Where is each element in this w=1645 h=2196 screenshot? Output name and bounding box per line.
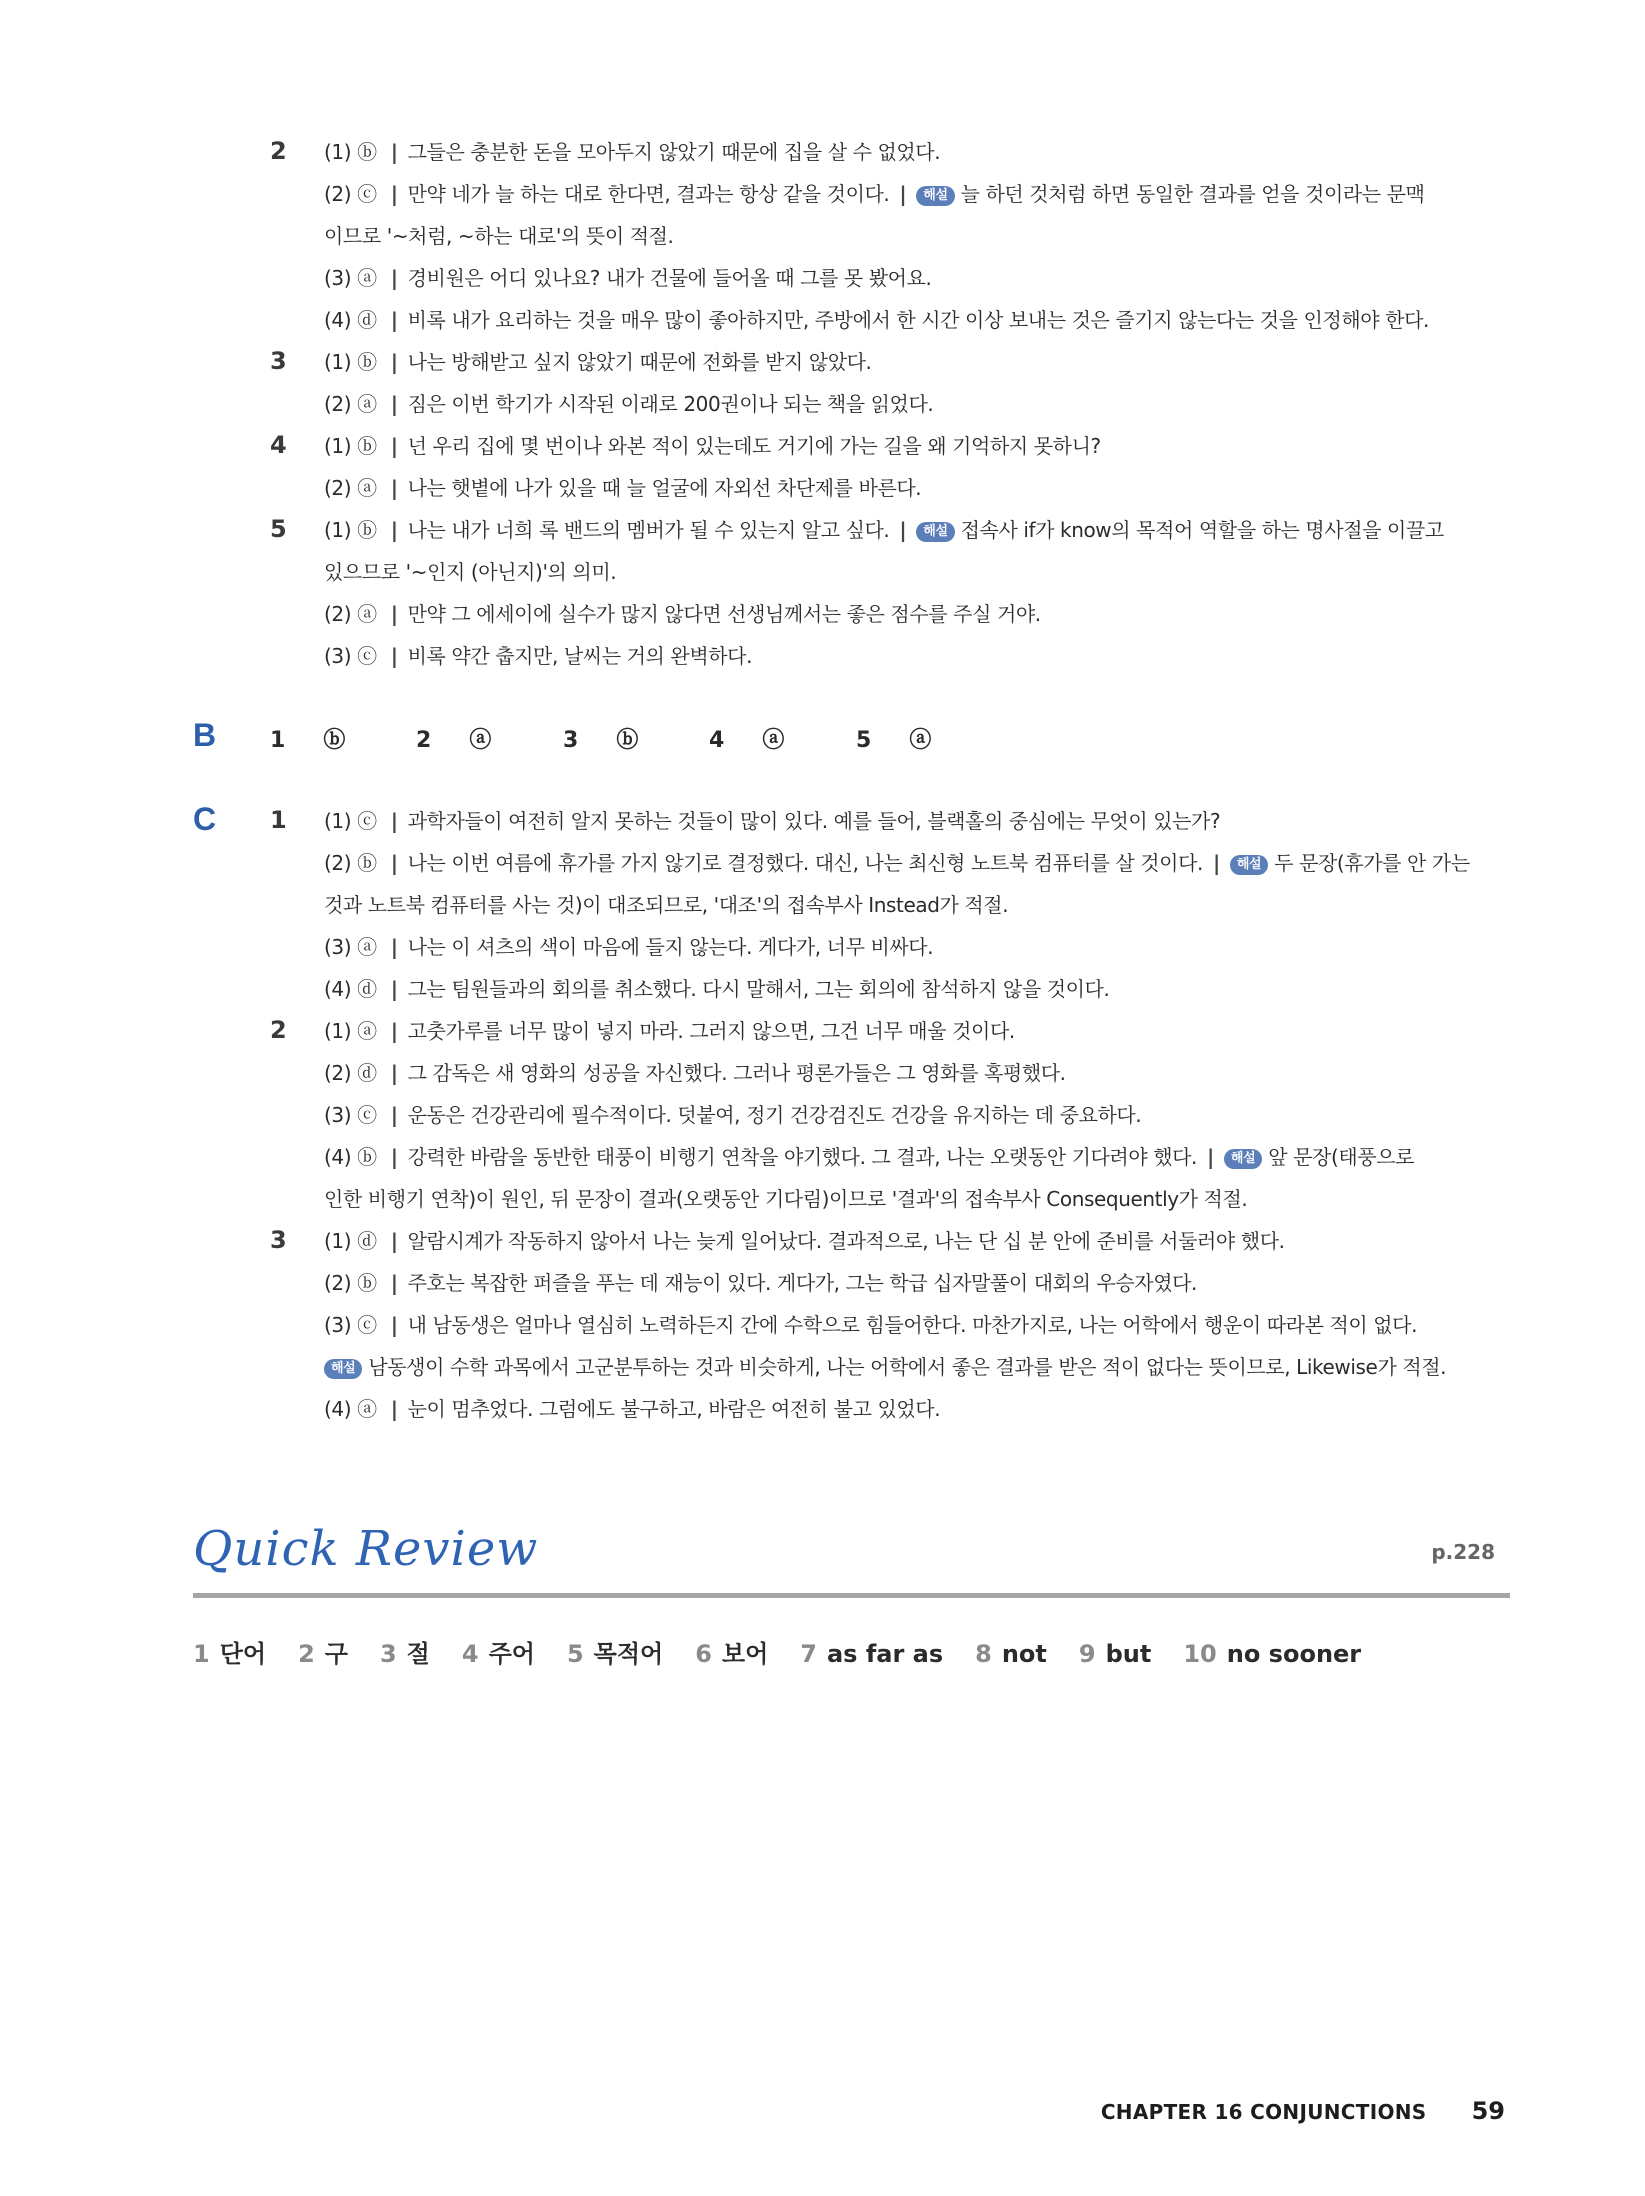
explanation-text: 남동생이 수학 과목에서 고군분투하는 것과 비슷하게, 나는 어학에서 좋은 결과를 받은 적이 없다는 뜻이므로, Likewise가 적절. xyxy=(368,1355,1447,1379)
answer-line xyxy=(324,1101,1514,1129)
answer-line xyxy=(324,138,1514,166)
answer-line xyxy=(324,1017,1514,1045)
explanation-continued: 인한 비행기 연착)이 원인, 뒤 문장이 결과(오랫동안 기다림)이므로 '결과'의 접속부사 Consequently가 적절. xyxy=(324,1187,1248,1211)
separator: | xyxy=(390,935,398,959)
quick-review-item xyxy=(567,1640,663,1668)
translation-text: 경비원은 어디 있나요? 내가 건물에 들어올 때 그를 못 봤어요. xyxy=(407,266,932,290)
answer-line xyxy=(324,1059,1514,1087)
separator: | xyxy=(390,266,398,290)
quick-review-number: 5 xyxy=(566,1640,584,1668)
answer-label: (4) ⓓ xyxy=(324,308,377,332)
quick-review-item xyxy=(462,1640,535,1668)
translation-text: 나는 햇볕에 나가 있을 때 늘 얼굴에 자외선 차단제를 바른다. xyxy=(407,476,922,500)
quick-review-answer: 구 xyxy=(324,1640,348,1668)
translation-text: 만약 그 에세이에 실수가 많지 않다면 선생님께서는 좋은 점수를 주실 거야. xyxy=(407,602,1041,626)
section-b-answer xyxy=(856,723,931,754)
separator: | xyxy=(390,518,398,542)
separator: | xyxy=(390,1145,398,1169)
answer-label: (4) ⓐ xyxy=(324,1397,377,1421)
separator: | xyxy=(390,140,398,164)
quick-review-number: 4 xyxy=(461,1640,479,1668)
translation-text: 나는 이 셔츠의 색이 마음에 들지 않는다. 게다가, 너무 비싸다. xyxy=(407,935,934,959)
answer-line xyxy=(324,1269,1514,1297)
quick-review-item xyxy=(1183,1640,1361,1668)
separator: | xyxy=(390,1103,398,1127)
question-number: 3 xyxy=(270,347,287,375)
translation-text: 주호는 복잡한 퍼즐을 푸는 데 재능이 있다. 게다가, 그는 학급 십자말풀이 대회의 우승자였다. xyxy=(407,1271,1198,1295)
separator: | xyxy=(390,1019,398,1043)
explanation-text: 두 문장(휴가를 안 가는 xyxy=(1274,851,1470,875)
answer-label: (2) ⓐ xyxy=(324,476,377,500)
answer-line xyxy=(324,390,1514,418)
translation-text: 비록 내가 요리하는 것을 매우 많이 좋아하지만, 주방에서 한 시간 이상 보내는 것은 즐기지 않는다는 것을 인정해야 한다. xyxy=(407,308,1429,332)
translation-text: 과학자들이 여전히 알지 못하는 것들이 많이 있다. 예를 들어, 블랙홀의 중심에는 무엇이 있는가? xyxy=(407,809,1221,833)
answer-line xyxy=(324,1311,1514,1339)
quick-review-number: 8 xyxy=(975,1640,992,1668)
answer-line xyxy=(324,348,1514,376)
separator: | xyxy=(390,1397,398,1421)
section-b-choice: ⓐ xyxy=(469,728,492,753)
answer-line xyxy=(324,180,1514,208)
answer-label: (1) ⓑ xyxy=(324,140,377,164)
answer-label: (3) ⓒ xyxy=(324,1103,377,1127)
explanation-badge: 해설 xyxy=(1224,1149,1262,1169)
separator: | xyxy=(390,1271,398,1295)
separator: | xyxy=(390,182,398,206)
section-b-answer xyxy=(709,723,784,754)
separator: | xyxy=(390,476,398,500)
section-b-number: 5 xyxy=(856,728,872,753)
separator: | xyxy=(390,392,398,416)
quick-review-answer: not xyxy=(1001,1640,1047,1668)
answer-line xyxy=(324,1227,1514,1255)
quick-review-answer: no sooner xyxy=(1226,1640,1362,1668)
translation-text: 나는 방해받고 싶지 않았기 때문에 전화를 받지 않았다. xyxy=(407,350,872,374)
separator: | xyxy=(390,602,398,626)
answer-label: (2) ⓐ xyxy=(324,392,377,416)
section-b-answer xyxy=(270,723,345,754)
separator: | xyxy=(390,644,398,668)
answer-line xyxy=(324,1143,1514,1171)
translation-text: 운동은 건강관리에 필수적이다. 덧붙여, 정기 건강검진도 건강을 유지하는 데 중요하다. xyxy=(407,1103,1142,1127)
separator: | xyxy=(390,350,398,374)
answer-label: (3) ⓐ xyxy=(324,935,377,959)
separator: | xyxy=(1212,851,1220,875)
question-number: 2 xyxy=(270,1016,287,1044)
quick-review-number: 2 xyxy=(298,1640,315,1668)
answer-label: (4) ⓑ xyxy=(324,1145,377,1169)
answer-line xyxy=(324,516,1514,544)
answer-label: (1) ⓒ xyxy=(324,809,377,833)
section-b-number: 1 xyxy=(270,728,286,753)
explanation-badge: 해설 xyxy=(324,1359,362,1379)
answer-line xyxy=(324,933,1514,961)
explanation-badge: 해설 xyxy=(916,186,954,206)
separator: | xyxy=(390,1229,398,1253)
explanation-text: 앞 문장(태풍으로 xyxy=(1268,1145,1415,1169)
answer-label: (2) ⓓ xyxy=(324,1061,377,1085)
quick-review-answer: as far as xyxy=(826,1640,944,1668)
translation-text: 그들은 충분한 돈을 모아두지 않았기 때문에 집을 살 수 없었다. xyxy=(407,140,941,164)
answer-line xyxy=(324,1395,1514,1423)
answer-line xyxy=(324,306,1514,334)
answer-label: (1) ⓑ xyxy=(324,434,377,458)
quick-review-number: 9 xyxy=(1078,1640,1096,1668)
separator: | xyxy=(899,182,907,206)
answer-line xyxy=(324,432,1514,460)
translation-text: 내 남동생은 얼마나 열심히 노력하든지 간에 수학으로 힘들어한다. 마찬가지로, 나는 어학에서 행운이 따라본 적이 없다. xyxy=(407,1313,1418,1337)
answer-line xyxy=(324,600,1514,628)
separator: | xyxy=(390,809,398,833)
answer-line xyxy=(324,642,1514,670)
translation-text: 비록 약간 춥지만, 날씨는 거의 완벽하다. xyxy=(407,644,753,668)
translation-text: 짐은 이번 학기가 시작된 이래로 200권이나 되는 책을 읽었다. xyxy=(407,392,934,416)
section-b-choice: ⓐ xyxy=(762,728,785,753)
separator: | xyxy=(390,434,398,458)
answer-line xyxy=(324,849,1514,877)
answer-label: (2) ⓑ xyxy=(324,1271,377,1295)
quick-review-number: 6 xyxy=(695,1640,712,1668)
answer-label: (2) ⓑ xyxy=(324,851,377,875)
separator: | xyxy=(390,1061,398,1085)
page-number: 59 xyxy=(1471,2097,1505,2125)
separator: | xyxy=(390,308,398,332)
question-number: 5 xyxy=(270,515,287,543)
quick-review-number: 3 xyxy=(379,1640,397,1668)
quick-review-item xyxy=(193,1640,266,1668)
quick-review-item xyxy=(800,1640,943,1668)
translation-text: 강력한 바람을 동반한 태풍이 비행기 연착을 야기했다. 그 결과, 나는 오랫동안 기다려야 했다. xyxy=(407,1145,1198,1169)
quick-review-answer: but xyxy=(1105,1640,1152,1668)
translation-text: 눈이 멈추었다. 그럼에도 불구하고, 바람은 여전히 불고 있었다. xyxy=(407,1397,941,1421)
separator: | xyxy=(390,851,398,875)
answer-label: (1) ⓑ xyxy=(324,518,377,542)
answer-label: (3) ⓒ xyxy=(324,1313,377,1337)
answer-line xyxy=(324,474,1514,502)
answer-label: (2) ⓒ xyxy=(324,182,377,206)
explanation-continued: 이므로 '~처럼, ~하는 대로'의 뜻이 적절. xyxy=(324,224,674,248)
quick-review-title: Quick Review xyxy=(193,1521,539,1577)
quick-review-answer: 절 xyxy=(406,1640,430,1668)
section-b-answer xyxy=(416,723,491,754)
answer-label: (1) ⓑ xyxy=(324,350,377,374)
question-number: 4 xyxy=(270,431,287,459)
translation-text: 넌 우리 집에 몇 번이나 와본 적이 있는데도 거기에 가는 길을 왜 기억하지 못하니? xyxy=(407,434,1101,458)
quick-review-item xyxy=(298,1640,348,1668)
answer-label: (2) ⓐ xyxy=(324,602,377,626)
quick-review-number: 7 xyxy=(800,1640,817,1668)
section-b-choice: ⓑ xyxy=(616,728,639,753)
separator: | xyxy=(1207,1145,1214,1169)
answer-label: (3) ⓒ xyxy=(324,644,377,668)
section-b-number: 4 xyxy=(709,728,725,753)
quick-review-answers xyxy=(193,1634,1393,1669)
section-letter-c: C xyxy=(193,801,217,837)
translation-text: 그 감독은 새 영화의 성공을 자신했다. 그러나 평론가들은 그 영화를 혹평했다. xyxy=(407,1061,1066,1085)
chapter-title: CHAPTER 16 CONJUNCTIONS xyxy=(1100,2100,1427,2124)
quick-review-number: 10 xyxy=(1183,1640,1217,1668)
quick-review-number: 1 xyxy=(193,1640,210,1668)
question-number: 2 xyxy=(270,137,287,165)
quick-review-item xyxy=(1079,1640,1151,1668)
explanation-text: 늘 하던 것처럼 하면 동일한 결과를 얻을 것이라는 문맥 xyxy=(960,182,1425,206)
page-footer xyxy=(1101,2097,1505,2125)
separator: | xyxy=(899,518,907,542)
translation-text: 만약 네가 늘 하는 대로 한다면, 결과는 항상 같을 것이다. xyxy=(407,182,890,206)
quick-review-answer: 목적어 xyxy=(593,1640,664,1668)
question-number: 1 xyxy=(270,806,287,834)
question-number: 3 xyxy=(270,1226,287,1254)
section-b-number: 2 xyxy=(416,728,432,753)
answer-line xyxy=(324,807,1514,835)
explanation-badge: 해설 xyxy=(916,522,954,542)
explanation-badge: 해설 xyxy=(1230,855,1268,875)
answer-line xyxy=(324,975,1514,1003)
translation-text: 나는 내가 너희 록 밴드의 멤버가 될 수 있는지 알고 싶다. xyxy=(407,518,890,542)
quick-review-answer: 보어 xyxy=(721,1640,769,1668)
quick-review-item xyxy=(975,1640,1047,1668)
section-b-choice: ⓐ xyxy=(909,728,932,753)
quick-review-answer: 단어 xyxy=(219,1640,267,1668)
explanation-continued: 것과 노트북 컴퓨터를 사는 것)이 대조되므로, '대조'의 접속부사 Instead가 적절. xyxy=(324,893,1009,917)
translation-text: 그는 팀원들과의 회의를 취소했다. 다시 말해서, 그는 회의에 참석하지 않을 것이다. xyxy=(407,977,1110,1001)
quick-review-item xyxy=(695,1640,768,1668)
answer-label: (3) ⓐ xyxy=(324,266,377,290)
section-letter-b: B xyxy=(193,717,217,753)
section-b-choice: ⓑ xyxy=(323,728,346,753)
answer-label: (1) ⓐ xyxy=(324,1019,377,1043)
answer-label: (4) ⓓ xyxy=(324,977,377,1001)
answer-line xyxy=(324,264,1514,292)
translation-text: 고춧가루를 너무 많이 넣지 마라. 그러지 않으면, 그건 너무 매울 것이다. xyxy=(407,1019,1015,1043)
quick-review-answer: 주어 xyxy=(488,1640,535,1668)
quick-review-item xyxy=(380,1640,430,1668)
separator: | xyxy=(390,977,398,1001)
section-b-number: 3 xyxy=(563,728,579,753)
translation-text: 나는 이번 여름에 휴가를 가지 않기로 결정했다. 대신, 나는 최신형 노트북 컴퓨터를 살 것이다. xyxy=(407,851,1203,875)
answer-label: (1) ⓓ xyxy=(324,1229,377,1253)
explanation-line xyxy=(324,1353,1514,1381)
quick-review-divider xyxy=(193,1593,1510,1598)
translation-text: 알람시계가 작동하지 않아서 나는 늦게 일어났다. 결과적으로, 나는 단 십 분 안에 준비를 서둘러야 했다. xyxy=(407,1229,1285,1253)
section-b-answer xyxy=(563,723,638,754)
explanation-continued: 있으므로 '~인지 (아닌지)'의 의미. xyxy=(324,560,617,584)
separator: | xyxy=(390,1313,398,1337)
quick-review-page-ref: p.228 xyxy=(1431,1540,1495,1564)
explanation-text: 접속사 if가 know의 목적어 역할을 하는 명사절을 이끌고 xyxy=(960,518,1444,542)
